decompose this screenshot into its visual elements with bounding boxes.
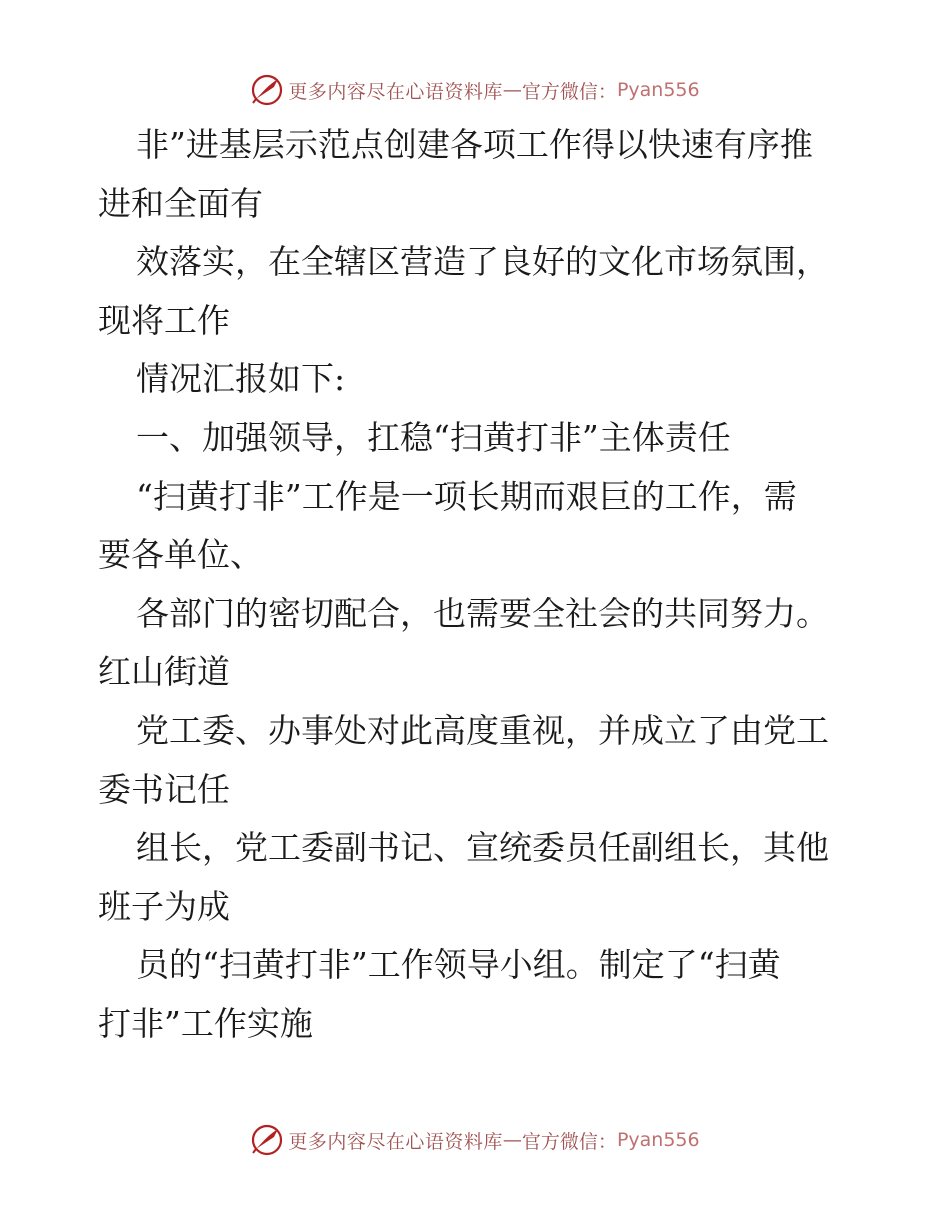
- banner-text: 更多内容尽在心语资料库: [288, 80, 503, 103]
- body-line: 委书记任: [98, 769, 230, 809]
- body-line: 员的“扫黄打非”工作领导小组。制定了“扫黄: [136, 945, 781, 985]
- body-line: 要各单位、: [98, 535, 263, 575]
- wechat-id: Pyan556: [616, 79, 700, 101]
- body-line: 各部门的密切配合，也需要全社会的共同努力。: [136, 593, 829, 633]
- banner-text: 更多内容尽在心语资料库: [288, 1130, 503, 1153]
- body-line: 进和全面有: [98, 183, 263, 223]
- body-line: 红山街道: [98, 652, 230, 692]
- body-line: 打非”工作实施: [98, 1003, 313, 1043]
- pen-logo-icon: [250, 1123, 284, 1157]
- banner-separator: —: [502, 79, 522, 101]
- body-line: 情况汇报如下:: [136, 359, 346, 399]
- wechat-label: 官方微信：: [521, 80, 617, 103]
- banner-separator: —: [502, 1129, 522, 1151]
- body-line: 班子为成: [98, 886, 230, 926]
- section-heading: 一、加强领导，扛稳“扫黄打非”主体责任: [136, 417, 731, 457]
- header-banner: [0, 72, 950, 108]
- footer-banner: [0, 1122, 950, 1158]
- body-line: 效落实，在全辖区营造了良好的文化市场氛围，: [136, 242, 829, 282]
- body-line: 非”进基层示范点创建各项工作得以快速有序推: [136, 125, 813, 164]
- body-line: 组长，党工委副书记、宣统委员任副组长，其他: [136, 828, 829, 868]
- body-line: “扫黄打非”工作是一项长期而艰巨的工作，需: [136, 476, 797, 516]
- wechat-label: 官方微信：: [521, 1130, 617, 1153]
- wechat-id: Pyan556: [616, 1129, 700, 1151]
- pen-logo-icon: [250, 73, 284, 107]
- body-line: 现将工作: [98, 300, 230, 340]
- body-line: 党工委、办事处对此高度重视，并成立了由党工: [136, 710, 829, 750]
- document-body: [98, 116, 858, 1054]
